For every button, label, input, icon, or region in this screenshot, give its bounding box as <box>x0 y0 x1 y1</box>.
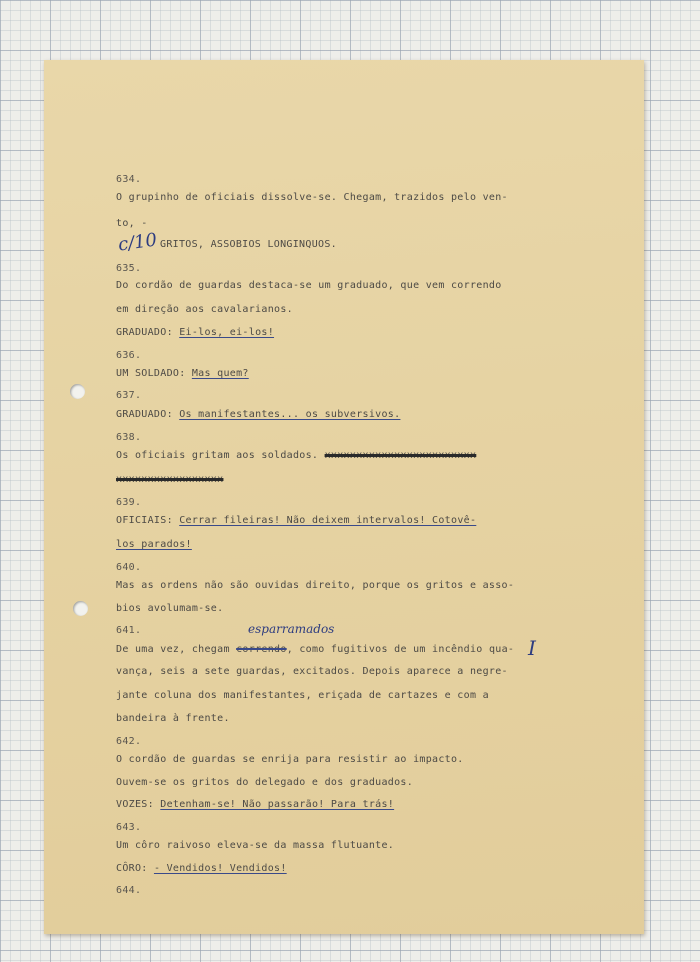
scene-number: 644. <box>116 885 142 896</box>
scene-number: 641. <box>116 625 142 636</box>
dialogue-line <box>116 409 400 420</box>
dialogue-text: los parados! <box>116 539 192 550</box>
punch-hole <box>70 384 85 399</box>
dialogue-line <box>116 327 274 338</box>
struck-out-text: xxxxxxxxxxxxxxxxxxxxxxxx <box>324 450 477 461</box>
dialogue-text: Detenham-se! Não passarão! Para trás! <box>160 799 395 810</box>
text-line: em direção aos cavalarianos. <box>116 304 293 315</box>
text-line: to, - <box>116 218 148 229</box>
margin-handwritten-note: c/10 <box>116 229 159 256</box>
text-span: , como fugitivos de um incêndio qua- <box>286 644 515 655</box>
dialogue-text: - Vendidos! Vendidos! <box>153 863 287 874</box>
punch-hole <box>73 601 88 616</box>
dialogue-line <box>116 863 287 874</box>
scene-number: 643. <box>116 822 142 833</box>
text-line: Um côro raivoso eleva-se da massa flutuante. <box>116 840 395 851</box>
handwritten-insertion: esparramados <box>248 622 335 636</box>
dialogue-line <box>116 515 476 526</box>
text-line: bandeira à frente. <box>116 713 230 724</box>
text-line: jante coluna dos manifestantes, eriçada de cartazes e com a <box>116 690 489 701</box>
scene-number: 639. <box>116 497 142 508</box>
text-line: vança, seis a sete guardas, excitados. Depois aparece a negre- <box>116 666 508 677</box>
text-line: O cordão de guardas se enrija para resistir ao impacto. <box>116 754 464 765</box>
text-line <box>116 474 223 485</box>
scene-number: 634. <box>116 174 142 185</box>
text-line <box>116 450 476 461</box>
scene-number: 637. <box>116 390 142 401</box>
dialogue-text: Mas quem? <box>191 368 249 379</box>
text-line: Do cordão de guardas destaca-se um graduado, que vem correndo <box>116 280 502 291</box>
dialogue-line <box>116 799 394 810</box>
struck-out-text: correndo <box>236 644 287 655</box>
margin-mark: I <box>528 636 536 660</box>
scene-number: 642. <box>116 736 142 747</box>
speaker-label: CÔRO: <box>116 863 148 874</box>
scene-number: 638. <box>116 432 142 443</box>
scene-number: 636. <box>116 350 142 361</box>
dialogue-text: Os manifestantes... os subversivos. <box>179 409 401 420</box>
speaker-label: UM SOLDADO: <box>116 368 186 379</box>
text-line <box>116 644 514 655</box>
dialogue-line <box>116 539 192 550</box>
speaker-label: GRADUADO: <box>116 409 173 420</box>
speaker-label: VOZES: <box>116 799 154 810</box>
dialogue-text: Cerrar fileiras! Não deixem intervalos! Cotovê- <box>179 515 477 526</box>
text-line: Ouvem-se os gritos do delegado e dos graduados. <box>116 777 414 788</box>
dialogue-line <box>116 368 249 379</box>
text-span: Os oficiais gritam aos soldados. <box>116 450 319 461</box>
struck-out-text: xxxxxxxxxxxxxxxxx <box>116 474 224 485</box>
speaker-label: OFICIAIS: <box>116 515 173 526</box>
text-span: De uma vez, chegam <box>116 644 230 655</box>
speaker-label: GRADUADO: <box>116 327 173 338</box>
text-line: Mas as ordens não são ouvidas direito, porque os gritos e asso- <box>116 580 515 591</box>
text-line: O grupinho de oficiais dissolve-se. Chegam, trazidos pelo ven- <box>116 192 508 203</box>
scene-number: 640. <box>116 562 142 573</box>
text-line: bios avolumam-se. <box>116 603 224 614</box>
scene-number: 635. <box>116 263 142 274</box>
sound-cue: GRITOS, ASSOBIOS LONGINQUOS. <box>160 239 337 250</box>
dialogue-text: Ei-los, ei-los! <box>179 327 275 338</box>
